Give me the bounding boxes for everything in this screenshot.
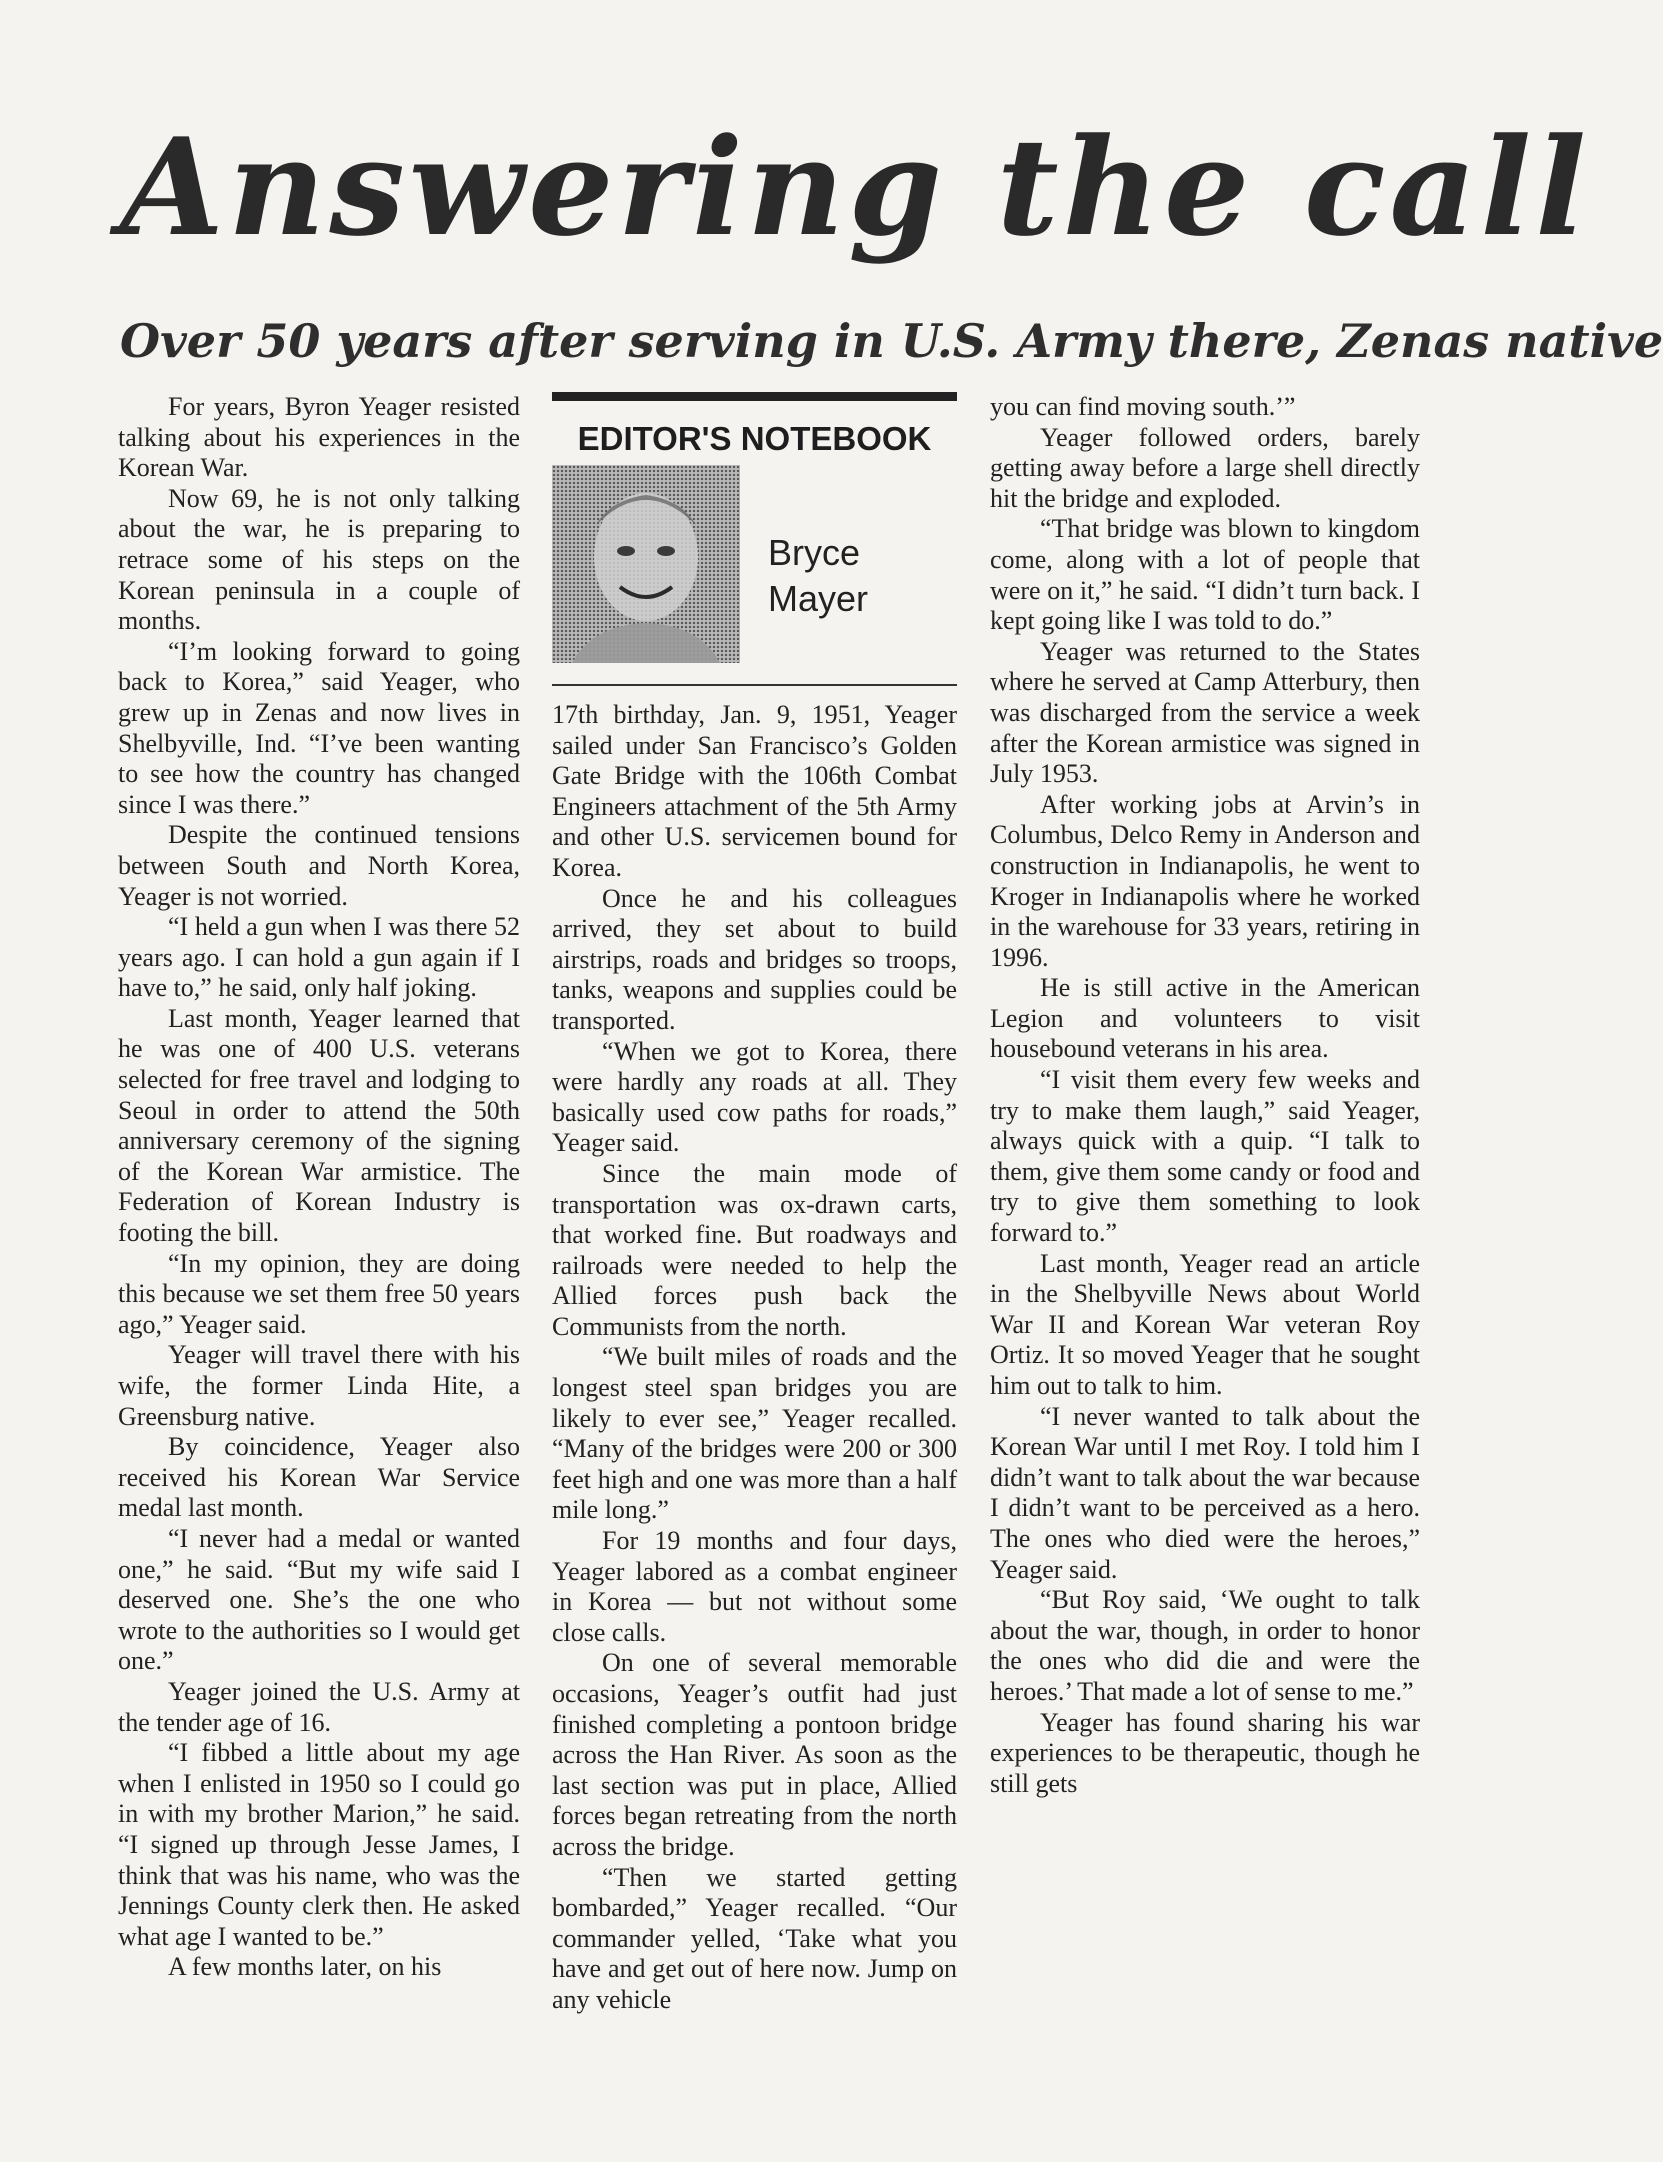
paragraph: Since the main mode of transportation was ox-drawn carts, that worked fine. But roadways and railroads were needed to help the Allied forces push back the Communists from the north. <box>552 1158 957 1341</box>
paragraph: “We built miles of roads and the longest steel span bridges you are likely to ever see,” Yeager recalled. “Many of the bridges were 200 or 300 feet high and one was more than a half mile long.” <box>552 1342 957 1525</box>
paragraph: “I fibbed a little about my age when I enlisted in 1950 so I could go in with my brother Marion,” he said. “I signed up through Jesse James, I think that was his name, who was the Jennings County clerk then. He asked what age I wanted to be.” <box>118 1738 520 1951</box>
author-byline <box>768 530 868 622</box>
article-column-1 <box>118 392 520 1983</box>
paragraph: 17th birthday, Jan. 9, 1951, Yeager sailed under San Francisco’s Golden Gate Bridge with the 106th Combat Engineers attachment of the 5th Army and other U.S. servicemen bound for Korea. <box>552 700 957 882</box>
subheadline: Over 50 years after serving in U.S. Army there, Zenas native <box>120 314 1663 368</box>
paragraph: “I never wanted to talk about the Korean War until I met Roy. I told him I didn’t want to talk about the war because I didn’t want to be perceived as a hero. The ones who died were the heroes,” Yeager said. <box>990 1401 1420 1584</box>
paragraph: “When we got to Korea, there were hardly any roads at all. They basically used cow paths for roads,” Yeager said. <box>552 1036 957 1158</box>
editors-notebook-label: EDITOR'S NOTEBOOK <box>577 420 932 457</box>
paragraph: On one of several memorable occasions, Yeager’s outfit had just finished completing a pontoon bridge across the Han River. As soon as the last section was put in place, Allied forces began retreating from the north across the bridge. <box>552 1648 957 1861</box>
article-column-3 <box>990 392 1420 1799</box>
author-photo <box>552 465 740 663</box>
author-first-name: Bryce <box>768 532 861 573</box>
notebook-top-rule <box>552 392 957 401</box>
paragraph: Last month, Yeager read an article in the Shelbyville News about World War II and Korean War veteran Roy Ortiz. It so moved Yeager that he sought him out to talk to him. <box>990 1248 1420 1400</box>
paragraph: “But Roy said, ‘We ought to talk about the war, though, in order to honor the ones who did die and were the heroes.’ That made a lot of sense to me.” <box>990 1585 1420 1706</box>
paragraph: For years, Byron Yeager resisted talking about his experiences in the Korean War. <box>118 392 520 483</box>
paragraph: “In my opinion, they are doing this because we set them free 50 years ago,” Yeager said. <box>118 1248 520 1339</box>
paragraph: Yeager was returned to the States where he served at Camp Atterbury, then was discharged from the service a week after the Korean armistice was signed in July 1953. <box>990 636 1420 789</box>
paragraph: you can find moving south.’” <box>990 392 1296 421</box>
paragraph: “Then we started getting bombarded,” Yeager recalled. “Our commander yelled, ‘Take what you have and get out of here now. Jump on any vehicle <box>552 1862 957 2014</box>
paragraph: A few months later, on his <box>168 1952 442 1982</box>
paragraph: Yeager joined the U.S. Army at the tender age of 16. <box>118 1676 520 1737</box>
paragraph: Yeager will travel there with his wife, the former Linda Hite, a Greensburg native. <box>118 1340 520 1431</box>
paragraph: “I held a gun when I was there 52 years ago. I can hold a gun again if I have to,” he said, only half joking. <box>118 912 520 1003</box>
paragraph: Yeager has found sharing his war experiences to be therapeutic, though he still gets <box>990 1707 1420 1798</box>
notebook-bottom-rule <box>552 684 957 686</box>
headline: Answering the call <box>120 108 1591 266</box>
author-last-name: Mayer <box>768 578 869 619</box>
paragraph: Now 69, he is not only talking about the war, he is preparing to retrace some of his steps on the Korean peninsula in a couple of months. <box>118 483 520 636</box>
paragraph: For 19 months and four days, Yeager labored as a combat engineer in Korea — but not without some close calls. <box>552 1526 957 1647</box>
article-column-2 <box>552 700 957 2016</box>
paragraph: “That bridge was blown to kingdom come, along with a lot of people that were on it,” he said. “I didn’t turn back. I kept going like I was told to do.” <box>990 514 1420 636</box>
paragraph: “I never had a medal or wanted one,” he said. “But my wife said I deserved one. She’s the one who wrote to the authorities so I would get one.” <box>118 1523 520 1676</box>
paragraph: He is still active in the American Legion and volunteers to visit housebound veterans in his area. <box>990 973 1420 1064</box>
paragraph: After working jobs at Arvin’s in Columbus, Delco Remy in Anderson and construction in Indianapolis, he went to Kroger in Indianapolis where he worked in the warehouse for 33 years, retiring in 1996. <box>990 789 1420 972</box>
paragraph: Once he and his colleagues arrived, they set about to build airstrips, roads and bridges so troops, tanks, weapons and supplies could be transported. <box>552 883 957 1035</box>
paragraph: Yeager followed orders, barely getting away before a large shell directly hit the bridge and exploded. <box>990 422 1420 513</box>
paragraph: By coincidence, Yeager also received his Korean War Service medal last month. <box>118 1432 520 1523</box>
paragraph: Last month, Yeager learned that he was one of 400 U.S. veterans selected for free travel and lodging to Seoul in order to attend the 50th anniversary ceremony of the signing of the Korean War armistice. The Federation of Korean Industry is footing the bill. <box>118 1003 520 1248</box>
paragraph: Despite the continued tensions between South and North Korea, Yeager is not worried. <box>118 820 520 911</box>
paragraph: “I visit them every few weeks and try to make them laugh,” said Yeager, always quick with a quip. “I talk to them, give them some candy or food and try to give them something to look forward to.” <box>990 1065 1420 1248</box>
paragraph: “I’m looking forward to going back to Korea,” said Yeager, who grew up in Zenas and now lives in Shelbyville, Ind. “I’ve been wanting to see how the country has changed since I was there.” <box>118 636 520 819</box>
